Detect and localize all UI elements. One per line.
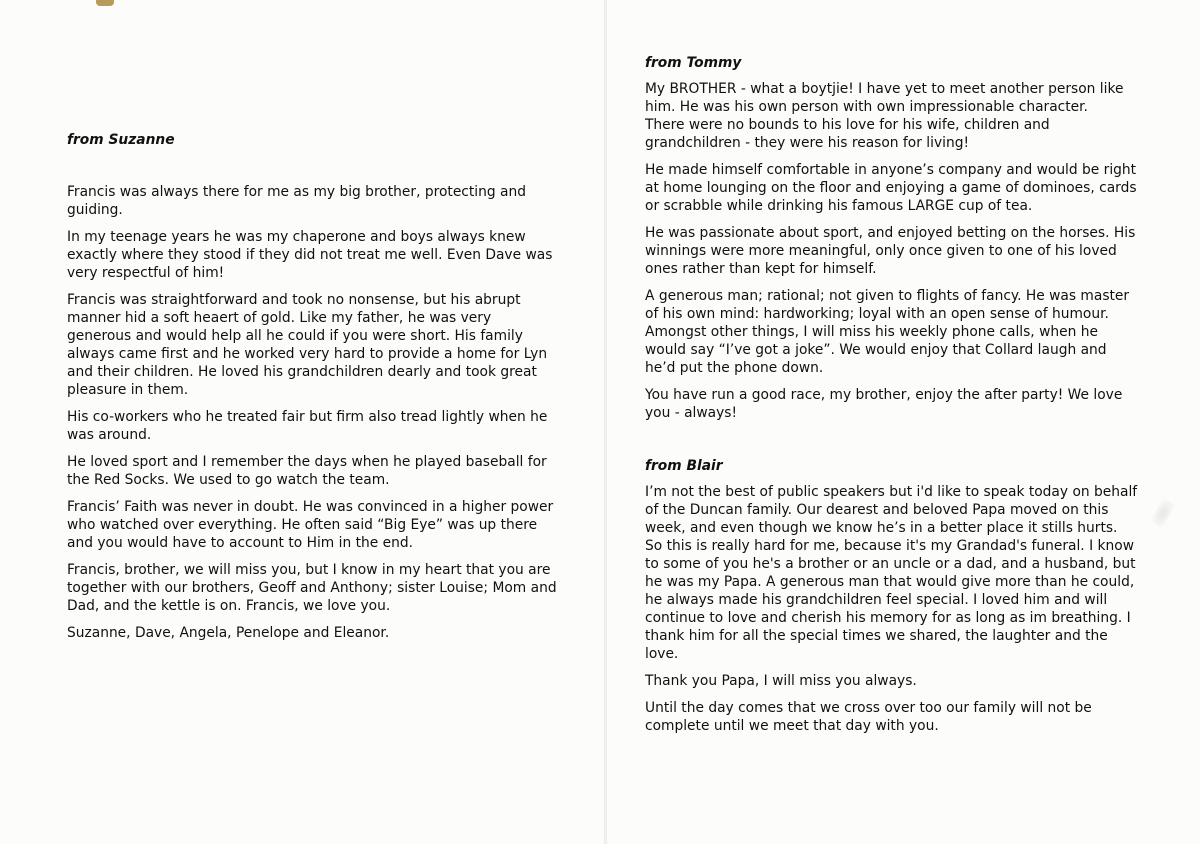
tommy-paragraph: He made himself comfortable in anyone’s company and would be right at home lounging on the floor and enjoying a game of dominoes, cards or scrabble while drinking his famous LARGE cup of tea. — [645, 162, 1137, 214]
tommy-paragraph: My BROTHER - what a boytjie! I have yet to meet another person like him. He was his own person with own impressionable character. There were no bounds to his love for his wife, children and grandchildren - they were his reason for living! — [645, 81, 1124, 151]
suzanne-paragraph: In my teenage years he was my chaperone and boys always knew exactly where they stood if they did not treat me well. Even Dave was very respectful of him! — [67, 229, 553, 281]
suzanne-paragraph: Francis’ Faith was never in doubt. He was convinced in a higher power who watched over everything. He often said “Big Eye” was up there and you would have to account to Him in the end. — [67, 499, 554, 551]
tommy-paragraph: He was passionate about sport, and enjoyed betting on the horses. His winnings were more meaningful, only once given to one of his loved ones rather than kept for himself. — [645, 225, 1136, 277]
blair-paragraph: Thank you Papa, I will miss you always. — [645, 673, 917, 689]
suzanne-paragraph: His co-workers who he treated fair but firm also tread lightly when he was around. — [67, 409, 548, 443]
heading-tommy: from Tommy — [645, 55, 742, 71]
suzanne-signature: Suzanne, Dave, Angela, Penelope and Eleanor. — [67, 625, 390, 641]
heading-suzanne: from Suzanne — [67, 132, 175, 148]
suzanne-paragraph: Francis was always there for me as my big brother, protecting and guiding. — [67, 184, 526, 218]
tommy-paragraph: You have run a good race, my brother, enjoy the after party! We love you - always! — [645, 387, 1123, 421]
tribute-suzanne — [67, 131, 567, 651]
heading-blair: from Blair — [645, 458, 723, 474]
blair-paragraph: Until the day comes that we cross over too our family will not be complete until we meet that day with you. — [645, 700, 1092, 734]
section-spacer — [645, 431, 1145, 457]
decorative-mark — [96, 0, 114, 6]
blair-paragraph: I’m not the best of public speakers but i'd like to speak today on behalf of the Duncan family. Our dearest and beloved Papa moved on this week, and even though we know he’s in a better place it stills hurts. So this is really hard for me, because it's my Grandad's funeral. I know to some of you he's a brother or an uncle or a dad, and a husband, but he was my Papa. A generous man that would give more than he could, he always made his grandchildren feel special. I loved him and will continue to love and cherish his memory for as long as im breathing. I thank him for all the special times we shared, the laughter and the love. — [645, 484, 1138, 662]
suzanne-paragraph: He loved sport and I remember the days when he played baseball for the Red Socks. We used to go watch the team. — [67, 454, 547, 488]
tributes-right — [645, 54, 1145, 744]
suzanne-paragraph: Francis, brother, we will miss you, but I know in my heart that you are together with our brothers, Geoff and Anthony; sister Louise; Mom and Dad, and the kettle is on. Francis, we love you. — [67, 562, 557, 614]
suzanne-paragraph: Francis was straightforward and took no nonsense, but his abrupt manner hid a soft heaert of gold. Like my father, he was very generous and would help all he could if you were short. His family always came first and he worked very hard to provide a home for Lyn and their children. He loved his grandchildren dearly and took great pleasure in them. — [67, 292, 548, 398]
page-fold — [604, 0, 607, 844]
tommy-paragraph: A generous man; rational; not given to flights of fancy. He was master of his own mind: hardworking; loyal with an open sense of humour. Amongst other things, I will miss his weekly phone calls, when he would say “I’ve got a joke”. We would enjoy that Collard laugh and he’d put the phone down. — [645, 288, 1130, 376]
